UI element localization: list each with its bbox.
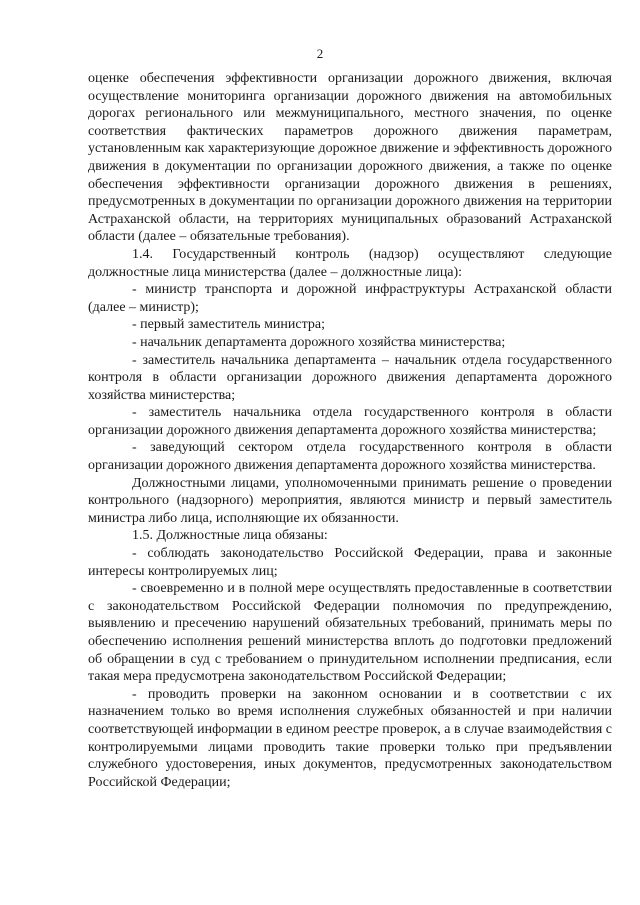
document-body <box>88 70 612 791</box>
paragraph-authorized-officials: Должностными лицами, уполномоченными принимать решение о проведении контрольного (надзорного) мероприятия, являются министр и первый заместитель министра либо лица, исполняющие их обязанности. <box>88 475 612 526</box>
paragraph-requirements: оценке обеспечения эффективности организации дорожного движения, включая осуществление мониторинга организации дорожного движения на автомобильных дорогах регионального или межмуниципального, местного значения, по оценке соответствия фактических параметров дорожного движения параметрам, установленным как характеризующие дорожное движение и эффективность дорожного движения в документации по организации дорожного движения, а также по оценке обеспечения эффективности организации дорожного движения в решениях, предусмотренных в документации по организации дорожного движения на территории Астраханской области, на территориях муниципальных образований Астраханской области (далее – обязательные требования). <box>88 71 612 245</box>
page-number: 2 <box>316 46 324 61</box>
list-item-comply-legislation: - соблюдать законодательство Российской Федерации, права и законные интересы контролируемых лиц; <box>88 546 612 579</box>
list-item-department-head: - начальник департамента дорожного хозяйства министерства; <box>132 334 506 350</box>
list-item-deputy-division-head: - заместитель начальника отдела государственного контроля в области организации дорожного движения департамента дорожного хозяйства министерства; <box>88 405 612 438</box>
list-item-sector-head: - заведующий сектором отдела государственного контроля в области организации дорожного движения департамента дорожного хозяйства министерства. <box>88 440 612 474</box>
list-item-conduct-inspections: - проводить проверки на законном основании и в соответствии с их назначением только во время исполнения служебных обязанностей и при наличии соответствующей информации в едином реестре проверок, а в случае взаимодействия с контролируемыми лицами проводить такие проверки только при предъявлении служебного удостоверения, иных документов, предусмотренных законодательством Российской Федерации; <box>88 686 612 790</box>
list-item-first-deputy: - первый заместитель министра; <box>132 317 326 333</box>
list-item-deputy-department-head: - заместитель начальника департамента – начальник отдела государственного контроля в области организации дорожного движения департамента дорожного хозяйства министерства; <box>88 352 612 403</box>
paragraph-1-5: 1.5. Должностные лица обязаны: <box>132 528 328 544</box>
list-item-exercise-powers: - своевременно и в полной мере осуществлять предоставленные в соответствии с законодательством Российской Федерации полномочия по предупреждению, выявлению и пресечению нарушений обязательных требований, принимать меры по обеспечению исполнения решений министерства вплоть до подготовки предложений об обращении в суд с требованием о принудительном исполнении предписания, если такая мера предусмотрена законодательством Российской Федерации; <box>88 581 612 685</box>
list-item-minister: - министр транспорта и дорожной инфраструктуры Астраханской области (далее – министр); <box>88 282 612 315</box>
paragraph-1-4: 1.4. Государственный контроль (надзор) осуществляют следующие должностные лица министерства (далее – должностные лица): <box>88 246 612 280</box>
